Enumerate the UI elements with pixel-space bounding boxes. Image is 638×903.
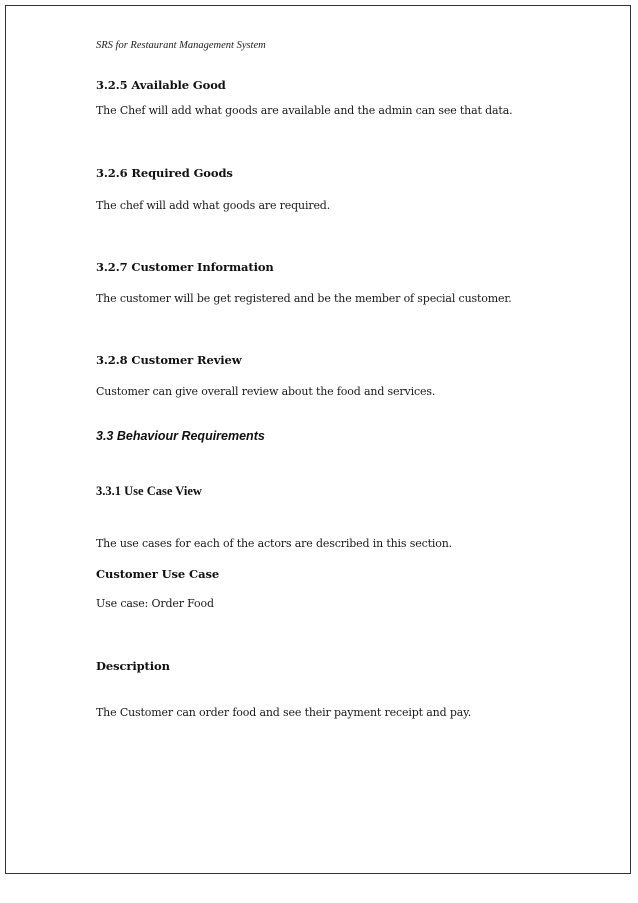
running-header: SRS for Restaurant Management System <box>96 40 266 51</box>
heading-use-case-view: 3.3.1 Use Case View <box>96 484 202 498</box>
page-gap <box>0 874 638 903</box>
text-available-good: The Chef will add what goods are available and the admin can see that data. <box>96 104 513 117</box>
text-customer-information: The customer will be get registered and be the member of special customer. <box>96 292 512 305</box>
text-required-goods: The chef will add what goods are required. <box>96 199 331 212</box>
heading-required-goods: 3.2.6 Required Goods <box>96 166 233 180</box>
heading-description: Description <box>96 659 170 673</box>
text-use-case-order-food: Use case: Order Food <box>96 597 214 610</box>
heading-behaviour-requirements: 3.3 Behaviour Requirements <box>96 429 265 443</box>
text-use-case-view: The use cases for each of the actors are described in this section. <box>96 537 453 550</box>
heading-available-good: 3.2.5 Available Good <box>96 78 226 92</box>
heading-customer-information: 3.2.7 Customer Information <box>96 260 274 274</box>
heading-customer-use-case: Customer Use Case <box>96 567 220 581</box>
text-description: The Customer can order food and see their payment receipt and pay. <box>96 706 472 719</box>
heading-customer-review: 3.2.8 Customer Review <box>96 353 242 367</box>
text-customer-review: Customer can give overall review about the food and services. <box>96 385 436 398</box>
